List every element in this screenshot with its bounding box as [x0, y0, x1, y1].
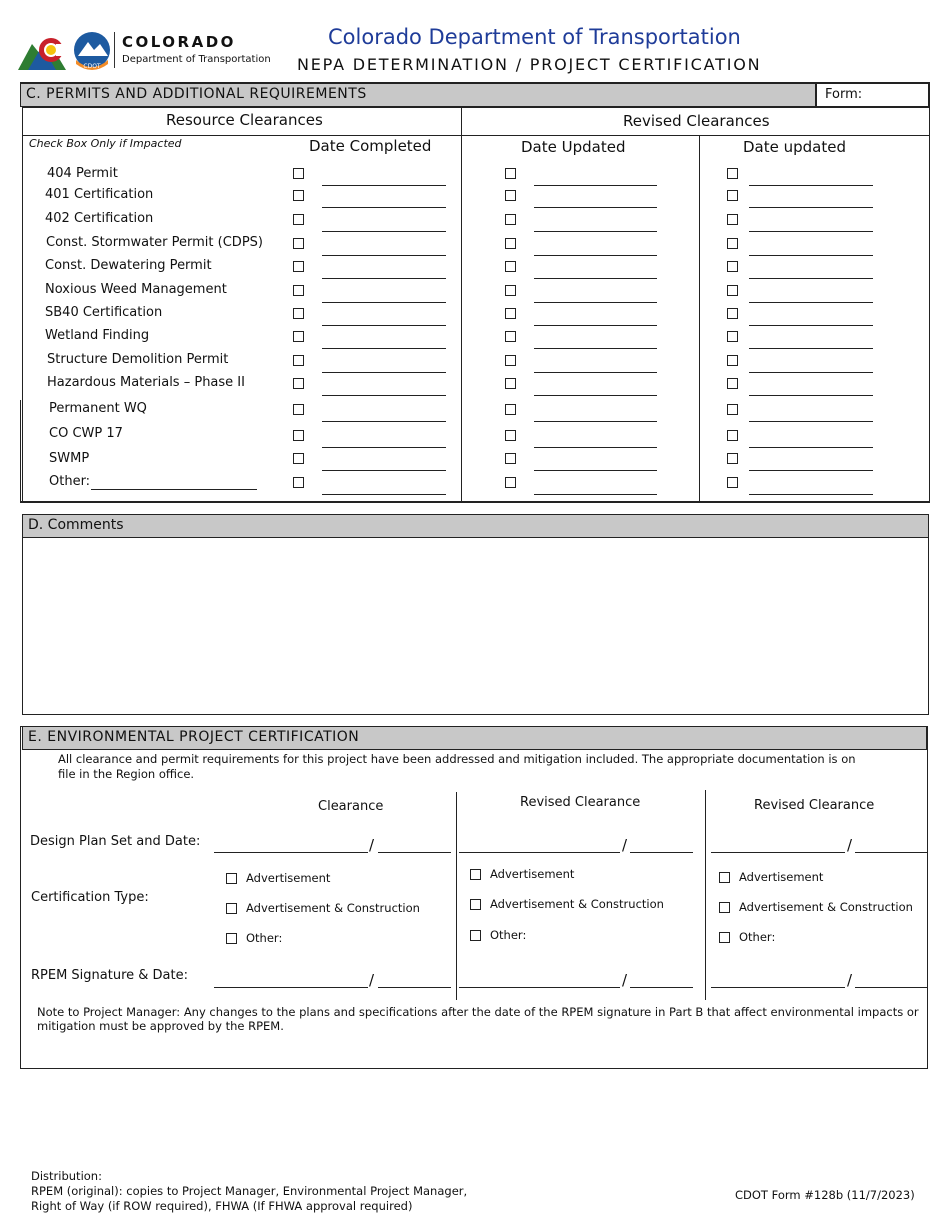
design-plan-field-clearance[interactable] [214, 852, 368, 853]
certification-type-label: Certification Type: [31, 890, 149, 905]
permit-label: 402 Certification [45, 211, 154, 226]
permit-label: Const. Stormwater Permit (CDPS) [46, 235, 263, 250]
permit-label: CO CWP 17 [49, 426, 123, 441]
date-updated-header-2: Date updated [743, 138, 846, 156]
permit-label: Hazardous Materials – Phase II [47, 375, 245, 390]
revised-checkbox[interactable] [505, 355, 516, 366]
impacted-checkbox[interactable] [293, 190, 304, 201]
slash-separator: / [847, 836, 853, 854]
revised-checkbox-2[interactable] [727, 308, 738, 319]
revised-checkbox[interactable] [505, 331, 516, 342]
revised-clearances-header: Revised Clearances [623, 112, 770, 130]
revised-clearance-col-header-2: Revised Clearance [754, 798, 875, 813]
date-completed-field[interactable] [322, 302, 446, 303]
date-completed-field[interactable] [322, 470, 446, 471]
revised-checkbox[interactable] [505, 168, 516, 179]
date-updated-field[interactable] [534, 325, 657, 326]
date-updated-field[interactable] [534, 348, 657, 349]
design-plan-date-field-revised-clearance[interactable] [630, 852, 693, 853]
revised-checkbox[interactable] [505, 261, 516, 272]
permit-label: Permanent WQ [49, 401, 147, 416]
date-updated-field-2[interactable] [749, 447, 873, 448]
revised-checkbox-2[interactable] [727, 168, 738, 179]
impacted-checkbox[interactable] [293, 285, 304, 296]
date-completed-field[interactable] [322, 325, 446, 326]
section-c-title: C. PERMITS AND ADDITIONAL REQUIREMENTS [20, 83, 816, 107]
certification-type-checkbox[interactable] [719, 902, 730, 913]
certification-type-option: Advertisement & Construction [739, 900, 913, 914]
logo-subtext: Department of Transportation [122, 54, 271, 65]
permit-label: Const. Dewatering Permit [45, 258, 212, 273]
form-label: Form: [825, 87, 863, 102]
design-plan-date-field-revised-clearance-2[interactable] [855, 852, 927, 853]
date-completed-field[interactable] [322, 255, 446, 256]
date-completed-field[interactable] [322, 231, 446, 232]
certification-type-option: Advertisement [490, 867, 575, 881]
certification-type-checkbox[interactable] [719, 872, 730, 883]
revised-checkbox-2[interactable] [727, 453, 738, 464]
date-updated-field[interactable] [534, 207, 657, 208]
other-permit-field[interactable] [91, 489, 257, 490]
resource-clearances-header: Resource Clearances [166, 111, 323, 129]
rpem-signature-date-field-revised-clearance-2[interactable] [855, 987, 927, 988]
distribution-line-1: RPEM (original): copies to Project Manager, Environmental Project Manager, [31, 1184, 468, 1198]
revised-checkbox[interactable] [505, 308, 516, 319]
svg-text:CDOT: CDOT [83, 63, 101, 70]
date-updated-field[interactable] [534, 494, 657, 495]
impacted-checkbox[interactable] [293, 404, 304, 415]
certification-type-checkbox[interactable] [226, 933, 237, 944]
revised-checkbox-2[interactable] [727, 331, 738, 342]
date-completed-field[interactable] [322, 494, 446, 495]
impacted-checkbox[interactable] [293, 477, 304, 488]
revised-checkbox-2[interactable] [727, 430, 738, 441]
project-manager-note-2: mitigation must be approved by the RPEM. [37, 1019, 284, 1033]
form-number: CDOT Form #128b (11/7/2023) [735, 1188, 915, 1202]
date-completed-field[interactable] [322, 447, 446, 448]
date-updated-field[interactable] [534, 255, 657, 256]
slash-separator: / [369, 971, 375, 989]
date-completed-field[interactable] [322, 185, 446, 186]
impacted-checkbox[interactable] [293, 453, 304, 464]
revised-checkbox-2[interactable] [727, 355, 738, 366]
date-completed-field[interactable] [322, 395, 446, 396]
certification-type-option: Other: [739, 930, 776, 944]
revised-checkbox-2[interactable] [727, 238, 738, 249]
revised-checkbox-2[interactable] [727, 404, 738, 415]
distribution-line-2: Right of Way (if ROW required), FHWA (If FHWA approval required) [31, 1199, 413, 1213]
date-updated-field[interactable] [534, 421, 657, 422]
cdot-badge-icon [72, 30, 112, 72]
design-plan-label: Design Plan Set and Date: [30, 834, 201, 849]
rpem-signature-date-field-revised-clearance[interactable] [630, 987, 693, 988]
revised-checkbox-2[interactable] [727, 261, 738, 272]
logo-text: COLORADO [122, 33, 236, 51]
design-plan-field-revised-clearance[interactable] [459, 852, 620, 853]
date-updated-field-2[interactable] [749, 395, 873, 396]
check-note: Check Box Only if Impacted [29, 137, 182, 150]
revised-checkbox-2[interactable] [727, 214, 738, 225]
date-updated-field-2[interactable] [749, 278, 873, 279]
date-updated-field-2[interactable] [749, 372, 873, 373]
cdot-logo [18, 28, 278, 74]
date-updated-field[interactable] [534, 278, 657, 279]
revised-checkbox-2[interactable] [727, 378, 738, 389]
certification-type-option: Advertisement & Construction [246, 901, 420, 915]
date-updated-field[interactable] [534, 395, 657, 396]
permit-label: 401 Certification [45, 187, 154, 202]
rpem-signature-date-field-clearance[interactable] [378, 987, 451, 988]
certification-type-option: Other: [246, 931, 283, 945]
slash-separator: / [369, 836, 375, 854]
revised-checkbox[interactable] [505, 190, 516, 201]
permit-label: Noxious Weed Management [45, 282, 227, 297]
date-updated-field-2[interactable] [749, 207, 873, 208]
date-updated-field-2[interactable] [749, 470, 873, 471]
impacted-checkbox[interactable] [293, 355, 304, 366]
colorado-flag-icon [18, 30, 70, 72]
rpem-signature-field-revised-clearance[interactable] [459, 987, 620, 988]
section-d-title: D. Comments [22, 514, 929, 538]
certification-type-checkbox[interactable] [470, 930, 481, 941]
permit-label: Wetland Finding [45, 328, 150, 343]
slash-separator: / [622, 836, 628, 854]
date-updated-field[interactable] [534, 231, 657, 232]
slash-separator: / [622, 971, 628, 989]
date-completed-field[interactable] [322, 278, 446, 279]
section-e-title: E. ENVIRONMENTAL PROJECT CERTIFICATION [22, 726, 927, 750]
certification-type-checkbox[interactable] [226, 903, 237, 914]
date-updated-field[interactable] [534, 302, 657, 303]
revised-checkbox-2[interactable] [727, 285, 738, 296]
distribution-label: Distribution: [31, 1169, 102, 1183]
certification-type-option: Advertisement [246, 871, 331, 885]
date-updated-field-2[interactable] [749, 231, 873, 232]
revised-checkbox[interactable] [505, 285, 516, 296]
date-updated-field-2[interactable] [749, 185, 873, 186]
impacted-checkbox[interactable] [293, 168, 304, 179]
clearance-col-header: Clearance [318, 799, 384, 814]
date-updated-field-2[interactable] [749, 421, 873, 422]
revised-checkbox[interactable] [505, 238, 516, 249]
date-updated-field[interactable] [534, 185, 657, 186]
revised-checkbox[interactable] [505, 430, 516, 441]
permit-label: SWMP [49, 451, 90, 466]
rpem-signature-field-revised-clearance-2[interactable] [711, 987, 845, 988]
impacted-checkbox[interactable] [293, 430, 304, 441]
revised-checkbox[interactable] [505, 453, 516, 464]
date-completed-header: Date Completed [309, 137, 432, 155]
certification-type-option: Advertisement & Construction [490, 897, 664, 911]
impacted-checkbox[interactable] [293, 308, 304, 319]
date-updated-field[interactable] [534, 470, 657, 471]
revised-checkbox-2[interactable] [727, 477, 738, 488]
date-completed-field[interactable] [322, 421, 446, 422]
rpem-signature-label: RPEM Signature & Date: [31, 968, 189, 983]
permit-label: SB40 Certification [45, 305, 163, 320]
slash-separator: / [847, 971, 853, 989]
date-updated-field-2[interactable] [749, 255, 873, 256]
certification-type-checkbox[interactable] [470, 869, 481, 880]
certification-type-option: Other: [490, 928, 527, 942]
comments-box[interactable] [22, 514, 929, 715]
impacted-checkbox[interactable] [293, 331, 304, 342]
impacted-checkbox[interactable] [293, 378, 304, 389]
certification-type-checkbox[interactable] [719, 932, 730, 943]
certification-statement: All clearance and permit requirements for this project have been addressed and mitigation included. The appropriate documentation is on [58, 752, 856, 766]
certification-statement-2: file in the Region office. [58, 767, 195, 781]
permit-label: Other: [49, 474, 91, 489]
date-updated-field-2[interactable] [749, 494, 873, 495]
date-completed-field[interactable] [322, 348, 446, 349]
certification-type-checkbox[interactable] [470, 899, 481, 910]
date-completed-field[interactable] [322, 207, 446, 208]
date-updated-header: Date Updated [521, 138, 626, 156]
permit-label: 404 Permit [47, 166, 118, 181]
date-updated-field-2[interactable] [749, 348, 873, 349]
revised-checkbox[interactable] [505, 477, 516, 488]
certification-type-checkbox[interactable] [226, 873, 237, 884]
design-plan-field-revised-clearance-2[interactable] [711, 852, 845, 853]
date-updated-field-2[interactable] [749, 302, 873, 303]
revised-checkbox[interactable] [505, 214, 516, 225]
impacted-checkbox[interactable] [293, 214, 304, 225]
revised-checkbox-2[interactable] [727, 190, 738, 201]
project-manager-note: Note to Project Manager: Any changes to the plans and specifications after the date of the RPEM signature in Part B that affect environmental impacts or [37, 1005, 919, 1019]
certification-type-option: Advertisement [739, 870, 824, 884]
rpem-signature-field-clearance[interactable] [214, 987, 368, 988]
date-updated-field[interactable] [534, 372, 657, 373]
impacted-checkbox[interactable] [293, 261, 304, 272]
permit-label: Structure Demolition Permit [47, 352, 229, 367]
date-completed-field[interactable] [322, 372, 446, 373]
page-subtitle: NEPA DETERMINATION / PROJECT CERTIFICATION [297, 55, 762, 74]
page-title: Colorado Department of Transportation [328, 25, 741, 49]
impacted-checkbox[interactable] [293, 238, 304, 249]
revised-checkbox[interactable] [505, 404, 516, 415]
design-plan-date-field-clearance[interactable] [378, 852, 451, 853]
revised-checkbox[interactable] [505, 378, 516, 389]
revised-clearance-col-header: Revised Clearance [520, 795, 641, 810]
date-updated-field[interactable] [534, 447, 657, 448]
date-updated-field-2[interactable] [749, 325, 873, 326]
